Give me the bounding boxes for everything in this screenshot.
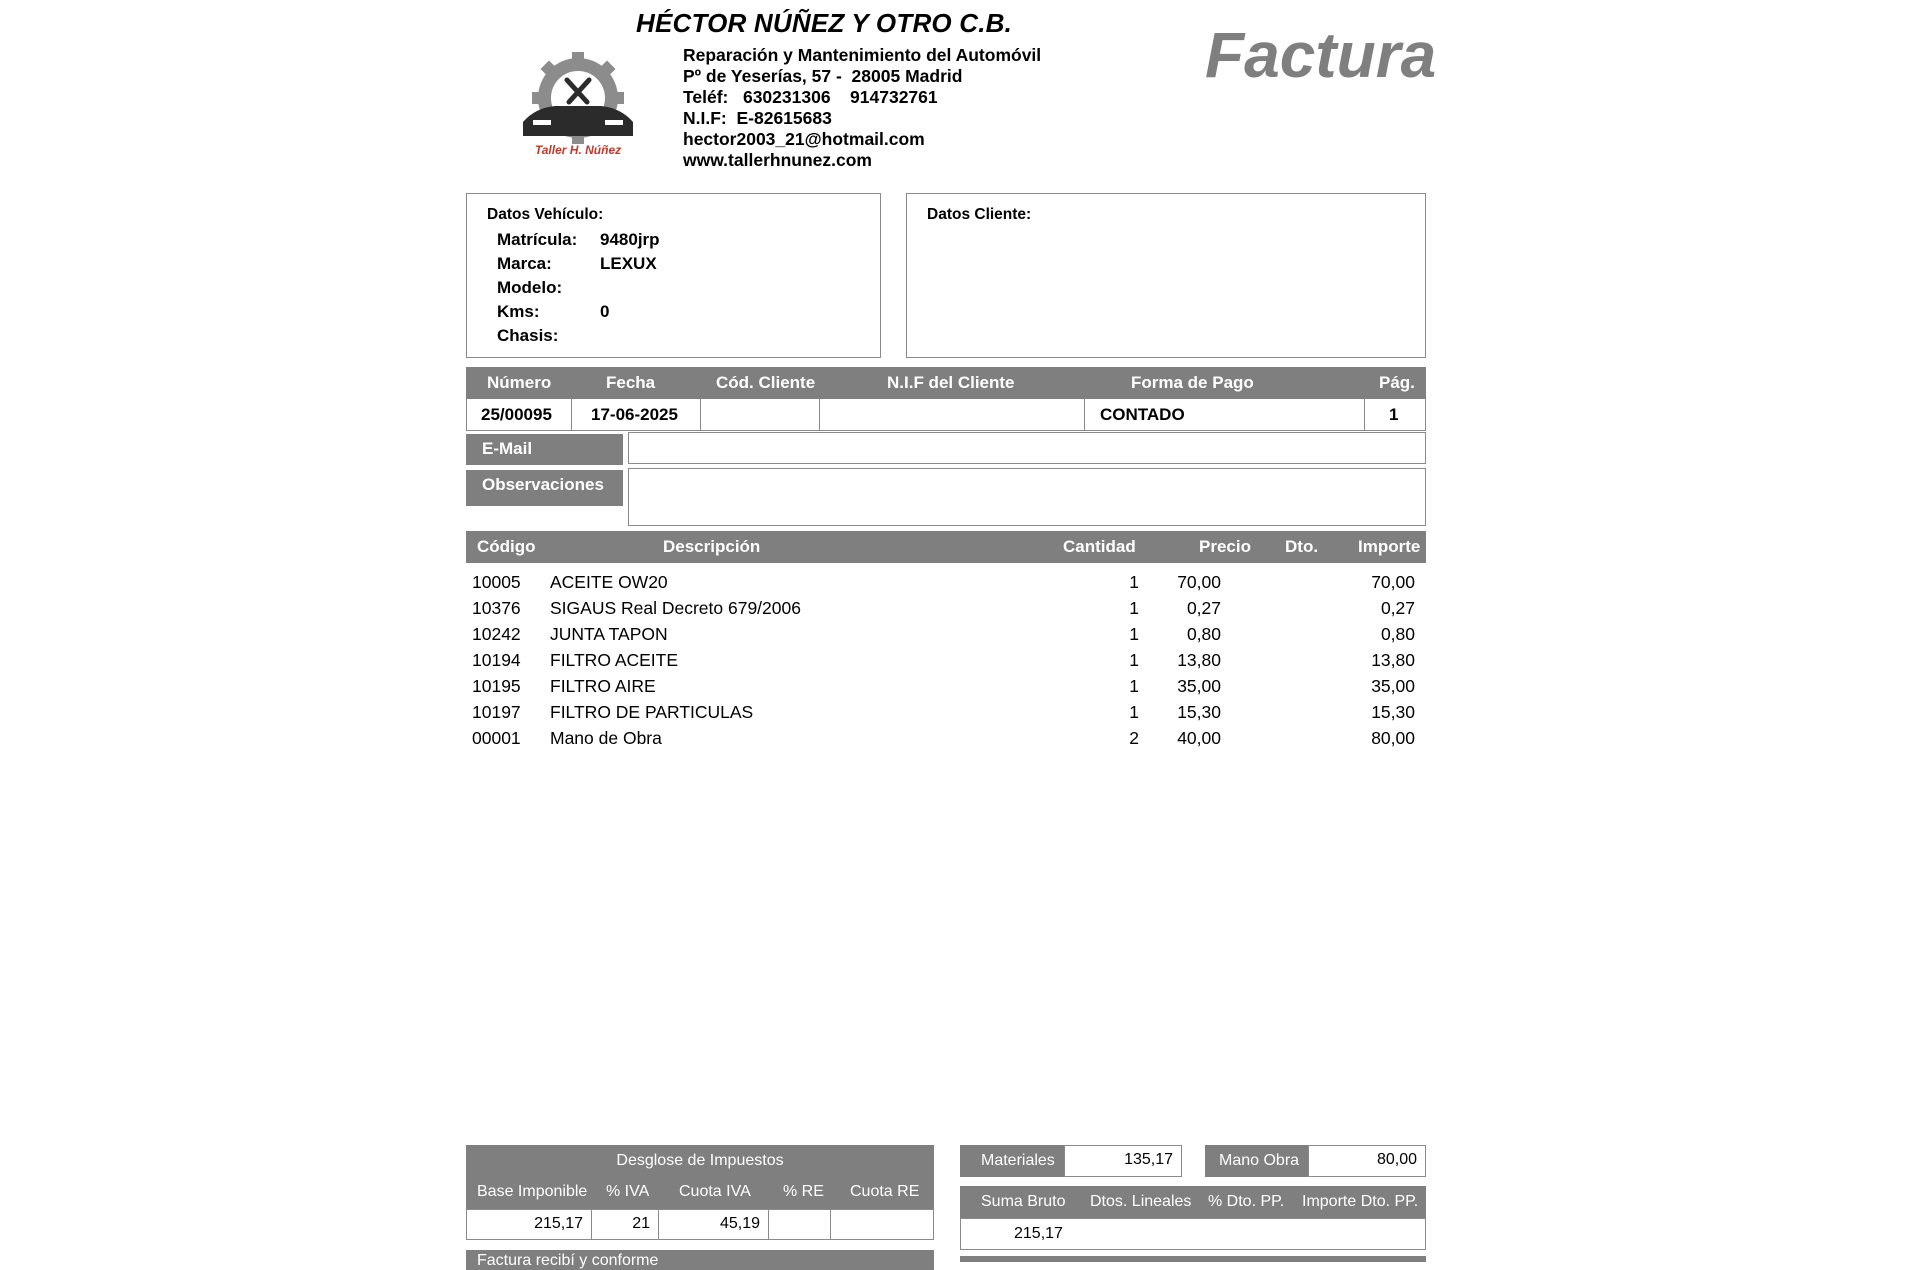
col-dto: Dto. — [1285, 537, 1319, 556]
tax-col-iva: % IVA — [606, 1183, 650, 1200]
client-box — [906, 193, 1426, 358]
item-total: 80,00 — [1371, 728, 1415, 748]
suma-bruto-value: 215,17 — [1014, 1225, 1063, 1242]
col-suma-bruto: Suma Bruto — [981, 1193, 1066, 1210]
company-nif — [683, 108, 1041, 129]
header-nif-cliente: N.I.F del Cliente — [887, 373, 1015, 392]
tax-header-row — [466, 1177, 934, 1209]
item-total: 0,27 — [1380, 598, 1415, 618]
item-quantity: 1 — [1129, 572, 1139, 592]
logo-text: Taller H. Núñez — [534, 143, 622, 157]
tax-cuota-iva-value: 45,19 — [658, 1209, 769, 1240]
col-dtos-lineales: Dtos. Lineales — [1090, 1193, 1192, 1210]
company-phones — [683, 87, 1041, 108]
item-code: 10194 — [472, 650, 521, 670]
totals-header-row — [960, 1186, 1426, 1218]
header-numero: Número — [487, 373, 552, 392]
item-code: 10242 — [472, 624, 521, 644]
item-description: FILTRO AIRE — [550, 676, 656, 696]
col-descripcion: Descripción — [663, 537, 761, 556]
item-quantity: 1 — [1129, 598, 1139, 618]
col-codigo: Código — [477, 537, 536, 556]
vehicle-label: Chasis: — [497, 326, 559, 345]
tax-col-cuota-re: Cuota RE — [850, 1183, 920, 1200]
vehicle-row — [497, 254, 657, 274]
item-price: 0,80 — [1186, 624, 1221, 644]
item-code: 10195 — [472, 676, 521, 696]
item-quantity: 1 — [1129, 676, 1139, 696]
company-name: HÉCTOR NÚÑEZ Y OTRO C.B. — [636, 8, 1013, 38]
item-quantity: 1 — [1129, 650, 1139, 670]
item-price: 13,80 — [1177, 650, 1221, 670]
item-total: 15,30 — [1371, 702, 1415, 722]
vehicle-label: Modelo: — [497, 278, 563, 297]
header-cod-cliente: Cód. Cliente — [716, 373, 816, 392]
company-tagline: Reparación y Mantenimiento del Automóvil — [683, 45, 1042, 65]
item-code: 10197 — [472, 702, 521, 722]
tax-col-cuota-iva: Cuota IVA — [679, 1183, 751, 1200]
vehicle-label: Kms: — [497, 302, 540, 321]
invoice-number: 25/00095 — [481, 405, 552, 424]
item-price: 40,00 — [1177, 728, 1221, 748]
tax-base-value: 215,17 — [466, 1209, 592, 1240]
table-row — [466, 572, 1426, 598]
signature-label: Factura recibí y conforme — [466, 1250, 934, 1270]
item-price: 0,27 — [1186, 598, 1221, 618]
tax-col-base: Base Imponible — [477, 1183, 588, 1200]
nif-label: N.I.F: — [683, 108, 727, 128]
totals-values-row — [960, 1218, 1426, 1250]
vehicle-label: Matrícula: — [497, 230, 578, 249]
company-email: hector2003_21@hotmail.com — [683, 129, 925, 149]
company-address: Pº de Yeserías, 57 - 28005 Madrid — [683, 66, 963, 86]
materiales-value: 135,17 — [1064, 1145, 1182, 1177]
item-description: JUNTA TAPON — [550, 624, 668, 644]
vehicle-value: 0 — [600, 302, 610, 321]
phone-label: Teléf: — [683, 87, 729, 107]
invoice-payment-method: CONTADO — [1100, 405, 1185, 424]
item-code: 10005 — [472, 572, 521, 592]
company-logo — [505, 50, 651, 160]
col-importe-dto-pp: Importe Dto. PP. — [1302, 1193, 1419, 1210]
item-description: FILTRO DE PARTICULAS — [550, 702, 754, 722]
vehicle-row — [497, 230, 660, 250]
item-code: 00001 — [472, 728, 521, 748]
table-row — [466, 676, 1426, 702]
item-description: Mano de Obra — [550, 728, 662, 748]
col-precio: Precio — [1199, 537, 1251, 556]
items-header-row — [466, 531, 1426, 563]
client-title: Datos Cliente: — [927, 206, 1032, 223]
item-total: 70,00 — [1371, 572, 1415, 592]
header-forma-pago: Forma de Pago — [1131, 373, 1254, 392]
item-price: 35,00 — [1177, 676, 1221, 696]
item-price: 15,30 — [1177, 702, 1221, 722]
header-pag: Pág. — [1379, 373, 1415, 392]
items-list — [466, 572, 1426, 754]
item-code: 10376 — [472, 598, 521, 618]
vehicle-row — [497, 326, 600, 346]
invoice-values-row — [466, 399, 1426, 431]
item-quantity: 2 — [1129, 728, 1139, 748]
item-description: SIGAUS Real Decreto 679/2006 — [550, 598, 801, 618]
company-info — [683, 45, 1041, 171]
tax-col-re: % RE — [783, 1183, 824, 1200]
col-dto-pp: % Dto. PP. — [1208, 1193, 1285, 1210]
col-importe: Importe — [1358, 537, 1421, 556]
col-cantidad: Cantidad — [1063, 537, 1136, 556]
item-total: 0,80 — [1380, 624, 1415, 644]
table-row — [466, 624, 1426, 650]
invoice-date: 17-06-2025 — [591, 405, 678, 424]
vehicle-box — [466, 193, 881, 358]
item-quantity: 1 — [1129, 624, 1139, 644]
table-row — [466, 728, 1426, 754]
company-web: www.tallerhnunez.com — [683, 150, 872, 170]
table-row — [466, 598, 1426, 624]
tax-title: Desglose de Impuestos — [466, 1145, 934, 1177]
table-row — [466, 650, 1426, 676]
item-total: 13,80 — [1371, 650, 1415, 670]
vehicle-value: 9480jrp — [600, 230, 660, 249]
invoice-header-row — [466, 367, 1426, 399]
item-quantity: 1 — [1129, 702, 1139, 722]
vehicle-title: Datos Vehículo: — [487, 206, 604, 223]
materiales-label: Materiales — [960, 1145, 1065, 1177]
item-description: FILTRO ACEITE — [550, 650, 679, 670]
observaciones-field[interactable] — [628, 468, 1426, 526]
email-label: E-Mail — [466, 434, 623, 465]
phone-1: 630231306 — [742, 87, 831, 107]
item-description: ACEITE OW20 — [550, 572, 668, 592]
tax-re-value — [768, 1209, 831, 1240]
mano-obra-label: Mano Obra — [1205, 1145, 1309, 1177]
observaciones-label: Observaciones — [466, 470, 623, 506]
vehicle-value: LEXUX — [600, 254, 657, 273]
item-price: 70,00 — [1177, 572, 1221, 592]
vehicle-row — [497, 302, 609, 322]
nif-value: E-82615683 — [736, 108, 832, 128]
mano-obra-value: 80,00 — [1308, 1145, 1426, 1177]
item-total: 35,00 — [1371, 676, 1415, 696]
phone-2: 914732761 — [850, 87, 938, 107]
header-fecha: Fecha — [606, 373, 656, 392]
tax-cuota-re-value — [830, 1209, 934, 1240]
invoice-page: 1 — [1389, 405, 1399, 424]
totals-next-bar — [960, 1256, 1426, 1262]
document-title: Factura — [1205, 19, 1437, 91]
vehicle-row — [497, 278, 600, 298]
email-field[interactable] — [628, 432, 1426, 464]
table-row — [466, 702, 1426, 728]
vehicle-label: Marca: — [497, 254, 552, 273]
tax-iva-value: 21 — [591, 1209, 659, 1240]
gear-car-icon — [505, 50, 651, 160]
